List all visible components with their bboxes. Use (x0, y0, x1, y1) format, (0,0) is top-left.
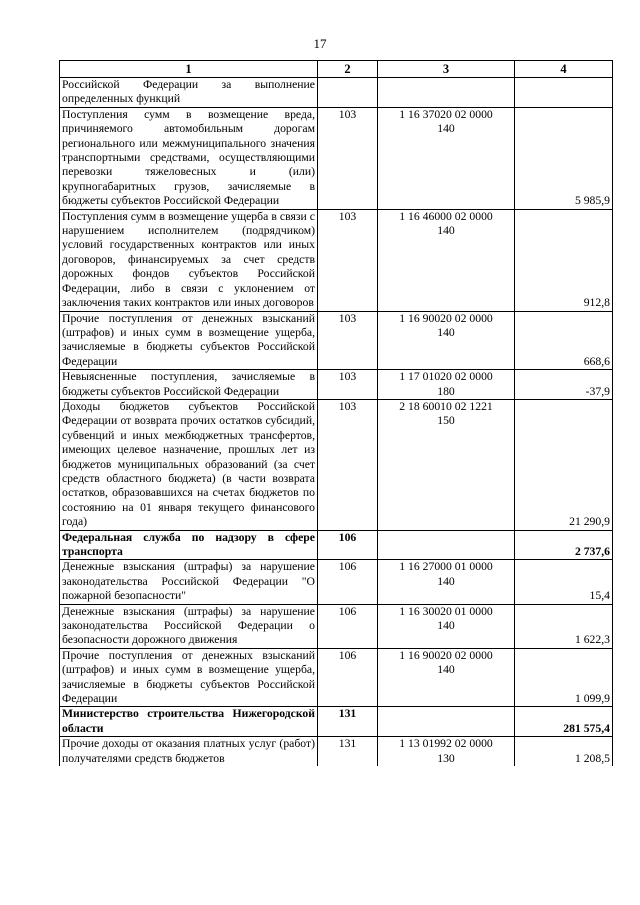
column-header-4: 4 (515, 61, 613, 78)
row-amount: 15,4 (515, 560, 613, 604)
row-description: Российской Федерации за выполнение определенных функций (60, 78, 318, 108)
column-header-3: 3 (378, 61, 515, 78)
row-admin-code: 131 (318, 737, 378, 766)
row-admin-code: 106 (318, 604, 378, 648)
table-row (60, 399, 613, 530)
row-description: Невыясненные поступления, зачисляемые в бюджеты субъектов Российской Федерации (60, 370, 318, 400)
row-description: Прочие поступления от денежных взысканий (штрафов) и иных сумм в возмещение ущерба, зачисляемые в бюджеты субъектов Российской Федерации (60, 311, 318, 370)
table-row (60, 604, 613, 648)
row-amount: 668,6 (515, 311, 613, 370)
row-amount (515, 78, 613, 108)
row-budget-classification-code: 1 16 90020 02 0000 140 (378, 648, 515, 707)
page-number: 17 (313, 36, 327, 51)
row-admin-code: 103 (318, 370, 378, 400)
table-row (60, 737, 613, 766)
row-amount: -37,9 (515, 370, 613, 400)
table-header-row (60, 61, 613, 78)
row-budget-classification-code: 2 18 60010 02 1221 150 (378, 399, 515, 530)
row-admin-code: 106 (318, 560, 378, 604)
row-budget-classification-code: 1 16 27000 01 0000 140 (378, 560, 515, 604)
row-budget-classification-code: 1 16 37020 02 0000 140 (378, 107, 515, 209)
table-row (60, 370, 613, 400)
row-admin-code (318, 78, 378, 108)
table-row (60, 707, 613, 737)
table-row (60, 78, 613, 108)
row-description: Денежные взыскания (штрафы) за нарушение законодательства Российской Федерации о безопасности дорожного движения (60, 604, 318, 648)
row-admin-code: 131 (318, 707, 378, 737)
row-budget-classification-code (378, 707, 515, 737)
table-row (60, 311, 613, 370)
row-description: Министерство строительства Нижегородской области (60, 707, 318, 737)
table-row (60, 209, 613, 311)
row-description: Денежные взыскания (штрафы) за нарушение законодательства Российской Федерации "О пожарной безопасности" (60, 560, 318, 604)
row-amount: 1 622,3 (515, 604, 613, 648)
table-row (60, 530, 613, 560)
row-admin-code: 103 (318, 311, 378, 370)
row-amount: 281 575,4 (515, 707, 613, 737)
row-description: Доходы бюджетов субъектов Российской Федерации от возврата прочих остатков субсидий, субвенций и иных межбюджетных трансфертов, имеющих целевое назначение, прошлых лет из бюджетов муниципальных образований (за счет средств областного бюджета) (в части возврата остатков, образовавшихся на счетах бюджетов по состоянию на 01 января текущего финансового года) (60, 399, 318, 530)
revenue-table (59, 60, 613, 766)
row-amount: 2 737,6 (515, 530, 613, 560)
row-budget-classification-code: 1 13 01992 02 0000 130 (378, 737, 515, 766)
row-budget-classification-code: 1 17 01020 02 0000 180 (378, 370, 515, 400)
row-admin-code: 106 (318, 648, 378, 707)
row-description: Прочие доходы от оказания платных услуг (работ) получателями средств бюджетов (60, 737, 318, 766)
row-description: Поступления сумм в возмещение вреда, причиняемого автомобильным дорогам регионального или межмуниципального значения транспортными средствами, осуществляющими перевозки тяжеловесных и (или) крупногабаритных грузов, зачисляемые в бюджеты субъектов Российской Федерации (60, 107, 318, 209)
column-header-1: 1 (60, 61, 318, 78)
row-amount: 21 290,9 (515, 399, 613, 530)
row-description: Поступления сумм в возмещение ущерба в связи с нарушением исполнителем (подрядчиком) условий государственных контрактов или иных договоров, финансируемых за счет средств дорожных фондов субъектов Российской Федерации, либо в связи с уклонением от заключения таких контрактов или иных договоров (60, 209, 318, 311)
row-budget-classification-code: 1 16 30020 01 0000 140 (378, 604, 515, 648)
row-admin-code: 103 (318, 107, 378, 209)
table-row (60, 648, 613, 707)
row-admin-code: 103 (318, 209, 378, 311)
row-description: Прочие поступления от денежных взысканий (штрафов) и иных сумм в возмещение ущерба, зачисляемые в бюджеты субъектов Российской Федерации (60, 648, 318, 707)
row-budget-classification-code: 1 16 46000 02 0000 140 (378, 209, 515, 311)
row-amount: 1 208,5 (515, 737, 613, 766)
table-row (60, 107, 613, 209)
table-body (60, 78, 613, 767)
row-amount: 5 985,9 (515, 107, 613, 209)
row-amount: 1 099,9 (515, 648, 613, 707)
row-admin-code: 103 (318, 399, 378, 530)
row-budget-classification-code: 1 16 90020 02 0000 140 (378, 311, 515, 370)
row-amount: 912,8 (515, 209, 613, 311)
row-admin-code: 106 (318, 530, 378, 560)
row-budget-classification-code (378, 530, 515, 560)
column-header-2: 2 (318, 61, 378, 78)
row-budget-classification-code (378, 78, 515, 108)
row-description: Федеральная служба по надзору в сфере транспорта (60, 530, 318, 560)
table-row (60, 560, 613, 604)
